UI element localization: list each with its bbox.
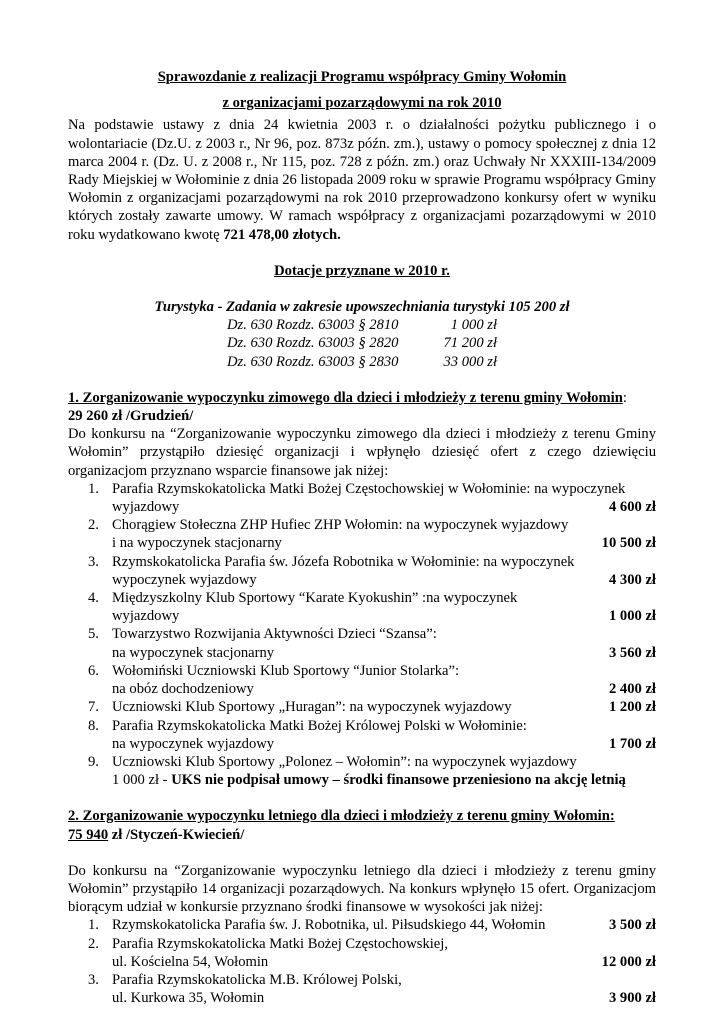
list-item-line2: ul. Kościelna 54, Wołomin	[112, 953, 269, 970]
tourism-rows	[68, 316, 656, 371]
list-item-amount: 3 560 zł	[608, 644, 656, 661]
intro-text: Na podstawie ustawy z dnia 24 kwietnia 2003 r. o działalności pożytku publicznego i o wolontariacie (Dz.U. z 2003 r., Nr 96, poz. 873z późn. zm.), ustawy o pomocy społecznej z dnia 12 marca 2004 r. (Dz. U. z 2008 r., Nr 115, poz. 728 z późn. zm.) oraz Uchwały Nr XXXIII-134/2009 Rady Miejskiej w Wołominie z dnia 26 listopada 2009 roku w sprawie Programu współpracy Gminy Wołomin z organizacjami pozarządowymi na rok 2010 przeprowadzono konkursy ofert w wyniku których zostały zawarte umowy. W ramach współpracy z organizacjami pozarządowymi w 2010 roku wydatkowano kwotę	[68, 117, 656, 243]
list-item-amount: 12 000 zł	[601, 953, 656, 970]
list-item-number: 7.	[88, 699, 99, 716]
list-item-line2: i na wypoczynek stacjonarny	[112, 535, 282, 552]
list-item-number: 3.	[88, 553, 99, 570]
list-item-line1: Parafia Rzymskokatolicka Matki Bożej Częstochowskiej w Wołominie: na wypoczynek	[112, 480, 626, 497]
list-item-line1: Międzyszkolny Klub Sportowy “Karate Kyokushin” :na wypoczynek	[112, 590, 518, 607]
tourism-row-amount: 71 200 zł	[443, 335, 497, 352]
section1-colon: :	[622, 389, 627, 406]
list-item-number: 1.	[88, 917, 99, 934]
list-item-amount: 10 500 zł	[601, 535, 656, 552]
list-item-line1: Chorągiew Stołeczna ZHP Hufiec ZHP Wołomin: na wypoczynek wyjazdowy	[112, 517, 569, 534]
list-item-number: 5.	[88, 626, 99, 643]
list-item-number: 3.	[88, 971, 99, 988]
list-item-amount: 3 500 zł	[608, 917, 656, 934]
section1-description: Do konkursu na “Zorganizowanie wypoczynku zimowego dla dzieci i młodzieży z terenu Gminy Wołomin” przystąpiło dziesięć organizacji i wpłynęło dziesięć ofert z czego dziewięciu organizacjom przyznano wsparcie finansowe jak niżej:	[68, 426, 656, 479]
list-item	[68, 480, 656, 516]
list-item-amount: 4 600 zł	[608, 499, 656, 516]
list-item-number: 2.	[88, 935, 99, 952]
list-item-line1: Parafia Rzymskokatolicka M.B. Królowej Polski,	[112, 971, 402, 988]
list-item-line2: ul. Kurkowa 35, Wołomin	[112, 990, 265, 1007]
list-item	[68, 589, 656, 625]
list-item	[68, 935, 656, 971]
list-item	[68, 971, 656, 1007]
section2-title: 2. Zorganizowanie wypoczynku letniego dla dzieci i młodzieży z terenu gminy Wołomin:	[68, 808, 615, 825]
tourism-row-code: Dz. 630 Rozdz. 63003 § 2820	[227, 335, 399, 352]
document-title-line2: z organizacjami pozarządowymi na rok 2010	[222, 95, 502, 112]
list-item	[68, 717, 656, 753]
list-item	[68, 625, 656, 661]
list-item-amount: 1 700 zł	[608, 735, 656, 752]
list-item	[68, 753, 656, 789]
section2-amount-suffix: zł /Styczeń-Kwiecień/	[108, 826, 245, 843]
list-item-line2: 1 000 zł -	[112, 772, 172, 789]
intro-paragraph	[68, 116, 656, 243]
list-item-number: 4.	[88, 590, 99, 607]
list-item-line2: na obóz dochodzeniowy	[112, 681, 254, 698]
list-item	[68, 916, 656, 934]
list-item-line1: Rzymskokatolicka Parafia św. Józefa Robotnika w Wołominie: na wypoczynek	[112, 553, 575, 570]
section1-heading	[68, 389, 656, 407]
list-item-line2: wypoczynek wyjazdowy	[112, 571, 257, 588]
list-item-amount: 1 200 zł	[608, 699, 656, 716]
section2-amount-value: 75 940	[68, 826, 109, 843]
tourism-title: Turystyka - Zadania w zakresie upowszechniania turystyki 105 200 zł	[154, 299, 570, 316]
section2-description: Do konkursu na “Zorganizowanie wypoczynku letniego dla dzieci i młodzieży z terenu gminy Wołomin” przystąpiło 14 organizacji pozarządowych. Na konkurs wpłynęło 15 ofert. Organizacjom biorącym udział w konkursie przyznano środki finansowe w wysokości jak niżej:	[68, 862, 656, 916]
tourism-row-code: Dz. 630 Rozdz. 63003 § 2830	[227, 353, 399, 370]
tourism-row-amount: 33 000 zł	[443, 353, 497, 370]
list-item-line1: Parafia Rzymskokatolicka Matki Bożej Królowej Polski w Wołominie:	[112, 717, 527, 734]
tourism-row	[68, 334, 656, 352]
list-item-number: 8.	[88, 717, 99, 734]
list-item-line2: wyjazdowy	[112, 499, 180, 516]
tourism-row	[68, 316, 656, 334]
section2-heading	[68, 807, 656, 825]
section1-title: 1. Zorganizowanie wypoczynku zimowego dla dzieci i młodzieży z terenu gminy Wołomin	[68, 389, 623, 406]
list-item-number: 9.	[88, 753, 99, 770]
list-item	[68, 516, 656, 552]
list-item-line2: na wypoczynek wyjazdowy	[112, 735, 275, 752]
list-item-line2: na wypoczynek stacjonarny	[112, 644, 275, 661]
list-item-line2: wyjazdowy	[112, 608, 180, 625]
subtitle: Dotacje przyznane w 2010 r.	[274, 262, 450, 279]
document-title-line1: Sprawozdanie z realizacji Programu współpracy Gminy Wołomin	[157, 69, 567, 85]
list-item	[68, 662, 656, 698]
list-item-amount: 1 000 zł	[608, 608, 656, 625]
list-item-amount: 2 400 zł	[608, 681, 656, 698]
tourism-row-code: Dz. 630 Rozdz. 63003 § 2810	[227, 317, 399, 334]
section1-list	[68, 480, 656, 789]
list-item-number: 2.	[88, 517, 99, 534]
list-item-number: 1.	[88, 480, 99, 497]
list-item-note: UKS nie podpisał umowy – środki finansowe przeniesiono na akcję letnią	[171, 772, 626, 789]
spacer	[68, 844, 656, 862]
list-item-line1: Parafia Rzymskokatolicka Matki Bożej Częstochowskiej,	[112, 935, 448, 952]
list-item-amount: 4 300 zł	[608, 571, 656, 588]
section2-amount	[68, 826, 656, 844]
tourism-row	[68, 353, 656, 371]
list-item-amount: 3 900 zł	[608, 990, 656, 1007]
section1-amount: 29 260 zł /Grudzień/	[68, 408, 194, 425]
list-item-line1: Wołomiński Uczniowski Klub Sportowy “Junior Stolarka”:	[112, 662, 460, 679]
list-item-line1: Uczniowski Klub Sportowy „Huragan”: na wypoczynek wyjazdowy	[112, 699, 512, 716]
list-item-number: 6.	[88, 662, 99, 679]
tourism-row-amount: 1 000 zł	[450, 317, 497, 334]
list-item-line1: Uczniowski Klub Sportowy „Polonez – Wołomin”: na wypoczynek wyjazdowy	[112, 753, 577, 770]
section2-list	[68, 916, 656, 1007]
list-item	[68, 698, 656, 716]
intro-amount: 721 478,00 złotych.	[223, 226, 341, 243]
list-item-line1: Towarzystwo Rozwijania Aktywności Dzieci “Szansa”:	[112, 626, 437, 643]
list-item	[68, 553, 656, 589]
list-item-line1: Rzymskokatolicka Parafia św. J. Robotnika, ul. Piłsudskiego 44, Wołomin	[112, 917, 546, 934]
